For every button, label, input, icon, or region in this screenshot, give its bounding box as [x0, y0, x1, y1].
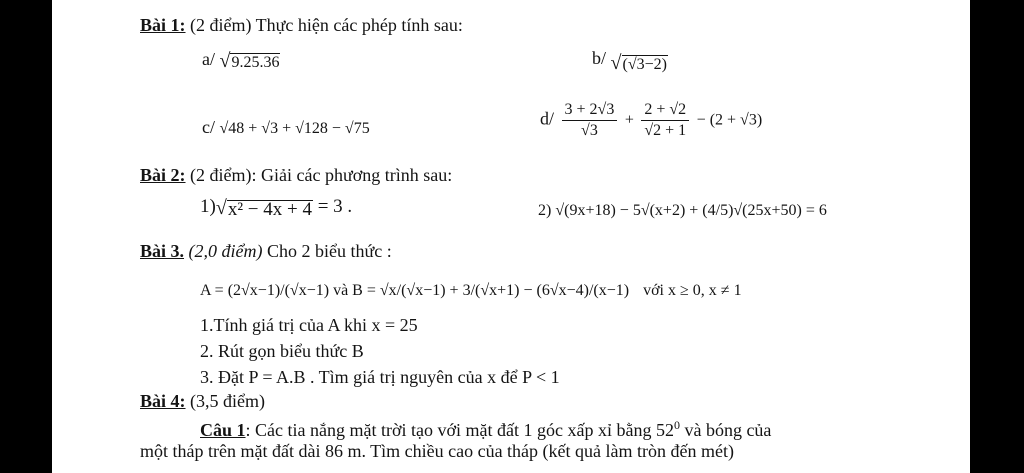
bai2-heading [140, 164, 452, 186]
bai4-title: Bài 4: [140, 391, 186, 411]
bai1-d-frac1-num: 3 + 2√3 [562, 100, 618, 121]
bai3-desc: Cho 2 biểu thức : [267, 241, 392, 261]
bai2-eq2-expr: √(9x+18) − 5√(x+2) + (4/5)√(25x+50) = 6 [555, 202, 827, 219]
bai3-q3: 3. Đặt P = A.B . Tìm giá trị nguyên của x để P < 1 [200, 367, 560, 387]
bai1-d-frac2 [641, 100, 689, 141]
bai3-connector: và [333, 282, 349, 299]
bai3-title: Bài 3. [140, 241, 185, 261]
bai1-b: b/ √(√3−2) [592, 48, 667, 74]
bai1-heading [140, 14, 463, 36]
bai3-formula-b: B = √x/(√x−1) + 3/(√x+1) − (6√x−4)/(x−1) [352, 282, 630, 299]
bai4-desc: (3,5 điểm) [190, 391, 265, 411]
bai3-q2: 2. Rút gọn biểu thức B [200, 341, 364, 361]
bai1-desc: (2 điểm) Thực hiện các phép tính sau: [190, 15, 463, 35]
bai1-c-expr: √48 + √3 + √128 − √75 [219, 120, 370, 137]
bai4-cau1-line2: một tháp trên mặt đất dài 86 m. Tìm chiều cao của tháp (kết quả làm tròn đến mét) [140, 441, 734, 461]
bai2-eq1-label: 1) [200, 196, 216, 217]
bai1-b-radicand: (√3−2) [622, 56, 667, 73]
bai3-heading [140, 240, 392, 262]
bai2-eq2-label: 2) [538, 202, 552, 219]
bai2-eq2 [538, 200, 827, 222]
bai3-formula-a: A = (2√x−1)/(√x−1) [200, 282, 330, 299]
bai1-d-tail: − (2 + √3) [696, 111, 763, 129]
bai4-cau1-text1: : Các tia nắng mặt trời tạo với mặt đất 1 góc xấp xỉ bằng 52 [245, 420, 674, 440]
bai1-d-frac1-den: √3 [581, 122, 598, 139]
bai1-title: Bài 1: [140, 15, 186, 35]
bai1-c-label: c/ [202, 117, 215, 137]
bai1-a-label: a/ [202, 49, 215, 69]
bai2-eq1-rhs: = 3 . [317, 196, 353, 217]
bai1-b-label: b/ [592, 48, 607, 69]
bai3-condition: với x ≥ 0, x ≠ 1 [643, 282, 742, 299]
bai4-cau1-degree: 0 [673, 418, 680, 432]
bai3-desc-italic: (2,0 điểm) [188, 241, 263, 261]
bai4-cau1-line1 [200, 414, 771, 441]
bai1-d-frac1 [562, 100, 618, 141]
bai4-cau1-text2: và bóng của [679, 420, 772, 440]
bai3-formulas [200, 280, 742, 302]
bai1-d: d/ $\frac{3 + 2√3}{√3}$ + $\frac{2 + √2}{√2 + 1}$ − (2 + √3) [540, 101, 763, 139]
bai1-d-frac2-num: 2 + √2 [641, 100, 689, 121]
bai1-c [202, 116, 370, 140]
bai2-eq1: 1)√x² − 4x + 4 = 3 . [200, 196, 353, 220]
worksheet-page [52, 0, 970, 473]
bai2-eq1-radicand: x² − 4x + 4 [227, 198, 312, 220]
bai2-desc: (2 điểm): Giải các phương trình sau: [190, 165, 453, 185]
bai1-a: a/ √9.25.36 [202, 49, 280, 72]
bai1-a-radicand: 9.25.36 [231, 53, 280, 71]
bai2-title: Bài 2: [140, 165, 186, 185]
bai1-d-frac2-den: √2 + 1 [644, 122, 687, 139]
bai4-cau1-label: Câu 1 [200, 420, 246, 440]
bai3-q1: 1.Tính giá trị của A khi x = 25 [200, 315, 418, 335]
bai1-d-label: d/ [540, 108, 555, 129]
bai4-heading [140, 390, 265, 412]
